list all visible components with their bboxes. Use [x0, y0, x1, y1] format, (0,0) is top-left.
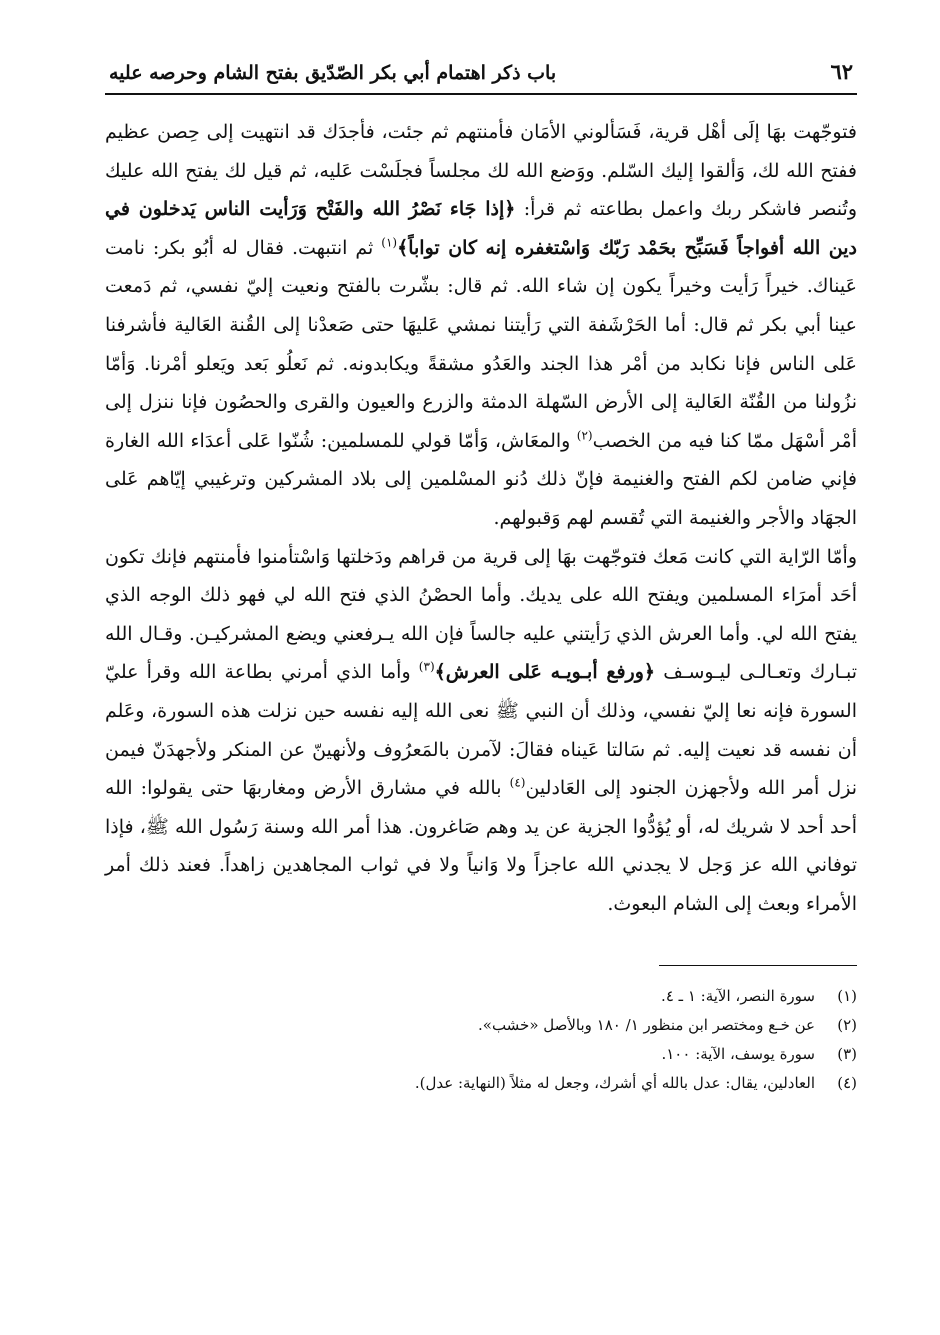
footnote-number: (٣) [837, 1045, 857, 1064]
footnote [105, 982, 857, 1011]
footnote-ref[interactable]: (٣) [418, 659, 435, 674]
book-page [105, 58, 857, 1098]
footnote [105, 1069, 857, 1098]
footnote-number: (٤) [837, 1074, 857, 1093]
footnote [105, 1040, 857, 1069]
footnote-number: (٢) [837, 1016, 857, 1035]
footnote-ref[interactable]: (٢) [576, 428, 593, 443]
footnote-text: العادلين، يقال: عدل بالله أي أشرك، وجعل له مثلاً (النهاية: عدل). [414, 1074, 815, 1093]
main-text [105, 113, 857, 923]
footnote-ref[interactable]: (١) [381, 235, 398, 250]
footnote [105, 1011, 857, 1040]
header-rule [105, 93, 857, 95]
text-run: والمعَاش، وَأمّا قولي للمسلمين: شُنّوا عَلى أعدَاء الله الغارة فإني ضامن لكم الفتح والغنيمة فإنّ ذلك دُنو المسْلمين إلى بلاد المشركين وترغيبي إيّاهم عَلى الجهَاد والأجر والغنيمة التي تُقسم لهم وَقبولهم. [105, 429, 857, 529]
text-run: ثم انتبهت. فقال له أبُو بكر: نامت عَيناك. خيراً رَأيت وخيراً يكون إن شاء الله. ثم قال: بشّرت بالفتح ونعيت إليّ نفسي، ثم دَمعت عينا أبي بكر ثم قال: أما الحَرْشَفة التي رَأيتنا نمشي عَليهَا حتى صَعدْنا إلى القُنة العَالية فأشرفنا عَلى الناس فإنا نكابد من أمْر هذا الجند والعَدُو مشقةً ويكابدونه. ثم نَعلُو بَعد ويَعلو أمْرنا. وَأمّا نزُولنا من القُنّة العَالية إلى الأرض السّهلة الدمثة والزرع والعيون والقرى والحصُون فإنا ننزل إلى أمْر أسْهَل ممّا كنا فيه من الخصب [105, 236, 857, 452]
text-run: بالله في مشارق الأرض ومغاربهَا حتى يقولوا: الله أحد أحد لا شريك له، أو يُؤدُّوا الجزية عن يد وهم صَاغرون. هذا أمر الله وسنة رَسُول الله ﷺ، فإذا توفاني الله عز وَجل لا يجدني الله عاجزاً ولا وَانياً ولا في ثواب المجاهدين زاهداً. فعند ذلك أمر الأمراء وبعث إلى الشام البعوث. [105, 777, 857, 915]
text-run: وأما الذي أمرني بطاعة الله وقرأ عليّ السورة فإنه نعا إليّ نفسي، وذلك أن النبي ﷺ نعى الله إليه نفسه حين نزلت هذه السورة، وعَلم أن نفسه قد نعيت إليه. ثم سَالتا عَيناه فقالَ: لآمرن بالمَعرُوف ولأنهينّ عن المنكر ولأجهدَنّ فيمن نزل أمر الله ولأجهزن الجنود إلى العَادلين [105, 661, 857, 800]
text-run: فتوجّهت بهَا إلَى أهْل قرية، فَسَألوني الأمَان فأمنتهم ثم جئت، فأجدَك قد انتهيت إلى حِصن عظيم ففتح الله لك، وَألقوا إليك السّلم. ووَضع الله لك مجلساً فجلَسْت عَليه، ثم قيل لك يفتح الله عليك وتُنصر فاشكر ربك واعمل بطاعته ثم قرأ: [105, 121, 857, 221]
text-run: وأمّا الرّاية التي كانت مَعك فتوجّهت بهَا إلى قرية من قراهم ودَخلتها وَاسْتأمنوا فأمنتهم فإنك تكون أحَد أمرَاء المسلمين ويفتح الله على يديك. وأما الحصْنُ الذي فتح الله لي فهو ذلك الوجه الذي يفتح الله لي. وأما العرش الذي رَأيتني عليه جالساً فإن الله يـرفعني ويضع المشركيـن. وقـال الله تبـارك وتعـالـى ليـوسـف [105, 545, 857, 684]
footnote-text: عن خـع ومختصر ابن منظور ١/ ١٨٠ وبالأصل «خشب». [478, 1016, 815, 1035]
paragraph-2 [105, 538, 857, 924]
footnote-number: (١) [837, 987, 857, 1006]
footnote-rule [659, 965, 857, 966]
running-header [105, 58, 857, 93]
page-number: ٦٢ [830, 59, 853, 84]
chapter-title: باب ذكر اهتمام أبي بكر الصّدّيق بفتح الشام وحرصه عليه [109, 62, 557, 84]
footnote-text: سورة يوسف، الآية: ١٠٠. [661, 1045, 815, 1064]
paragraph-1 [105, 113, 857, 538]
footnotes-list [105, 982, 857, 1098]
footnote-ref[interactable]: (٤) [509, 775, 526, 790]
quran-quote: ﴿ورفع أبـويـه عَلى العرش﴾ [434, 661, 656, 684]
footnote-text: سورة النصر، الآية: ١ ـ ٤. [661, 987, 815, 1006]
quran-quote: ﴿إذا جَاء نَصْرُ الله والفَتْح وَرَأيت الناس يَدخلون في دين الله أفواجاً فَسَبِّح بحَمْد رَبّك وَاسْتغفره إنه كان تواباً﴾ [105, 198, 857, 259]
